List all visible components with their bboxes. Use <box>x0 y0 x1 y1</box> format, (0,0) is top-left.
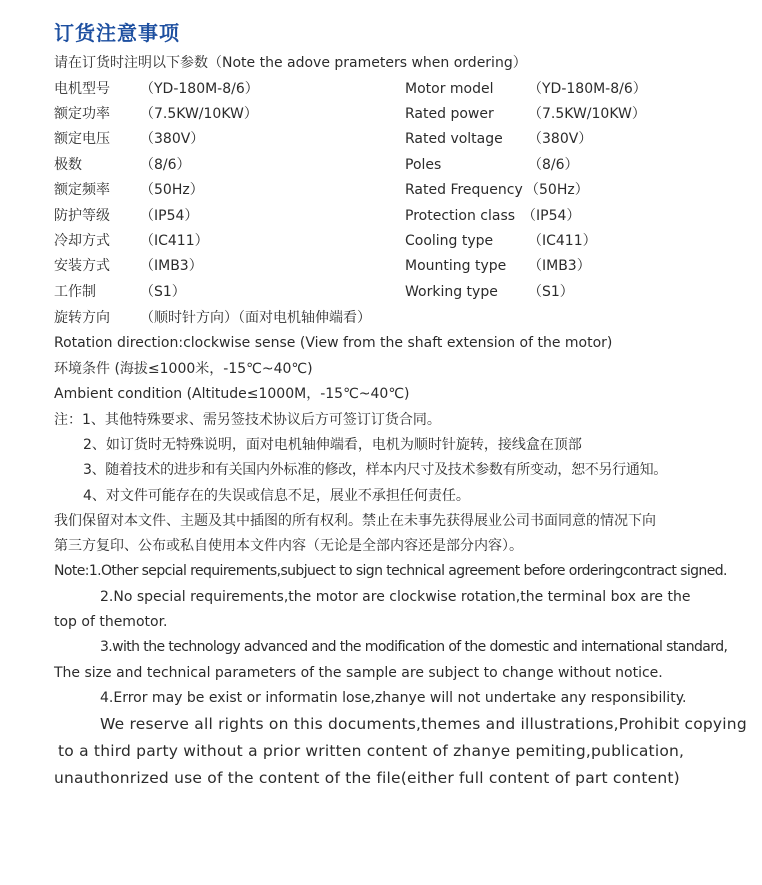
spec-en-value: （IMB3） <box>528 258 591 274</box>
environment-en-text: Ambient condition (Altitude≤1000M，-15℃~40℃) <box>54 386 410 402</box>
spec-cn-label: 冷却方式 <box>54 233 110 249</box>
spec-row <box>0 80 762 98</box>
page-title: 订货注意事项 <box>54 21 180 45</box>
spec-row-rotation <box>0 309 762 327</box>
spec-en-label: Rated Frequency <box>405 182 523 198</box>
spec-row <box>0 181 762 199</box>
spec-cn-value: （7.5KW/10KW） <box>140 106 258 122</box>
note-en-item: top of themotor. <box>54 614 168 630</box>
note-en-item: Note:1.Other sepcial requirements,subjuect to sign technical agreement before orderingcontract signed. <box>54 563 727 579</box>
spec-cn-label: 电机型号 <box>54 81 110 97</box>
spec-en-label: Motor model <box>405 81 494 97</box>
note-cn-item: 3、随着技术的进步和有关国内外标准的修改，样本内尺寸及技术参数有所变动，恕不另行通知。 <box>83 462 668 478</box>
spec-cn-label: 工作制 <box>54 284 96 300</box>
spec-cn-label: 安装方式 <box>54 258 110 274</box>
rights-cn-line: 我们保留对本文件、主题及其中插图的所有权利。禁止在未事先获得展业公司书面同意的情况下向 <box>54 513 656 529</box>
note-cn-item: 4、对文件可能存在的失误或信息不足，展业不承担任何责任。 <box>83 488 470 504</box>
spec-cn-value: （50Hz） <box>140 182 204 198</box>
rotation-cn-value: （顺时针方向）（面对电机轴伸端看） <box>140 310 371 326</box>
spec-row <box>0 105 762 123</box>
spec-en-value: （IC411） <box>528 233 597 249</box>
spec-cn-value: （S1） <box>140 284 186 300</box>
spec-en-label: Protection class <box>405 208 516 224</box>
spec-cn-label: 极数 <box>54 157 82 173</box>
spec-en-label: Poles <box>405 157 442 173</box>
intro-text: 请在订货时注明以下参数（Note the adove prameters when ordering） <box>54 55 527 71</box>
spec-en-value: （IP54） <box>522 208 581 224</box>
spec-cn-value: （8/6） <box>140 157 191 173</box>
rotation-cn-label: 旋转方向 <box>54 310 110 326</box>
spec-row <box>0 232 762 250</box>
rights-en-line: to a third party without a prior written content of zhanye pemiting,publication, <box>58 742 685 760</box>
spec-cn-value: （IMB3） <box>140 258 203 274</box>
spec-en-label: Rated voltage <box>405 131 503 147</box>
note-cn-item: 2、如订货时无特殊说明，面对电机轴伸端看，电机为顺时针旋转，接线盒在顶部 <box>83 437 582 453</box>
spec-row <box>0 257 762 275</box>
spec-cn-value: （380V） <box>140 131 205 147</box>
spec-en-label: Mounting type <box>405 258 507 274</box>
note-en-item: 3.with the technology advanced and the modification of the domestic and international standard, <box>100 639 728 655</box>
spec-cn-label: 防护等级 <box>54 208 110 224</box>
note-en-item: The size and technical parameters of the sample are subject to change without notice. <box>54 665 663 681</box>
spec-cn-value: （YD-180M-8/6） <box>140 81 259 97</box>
note-en-item: 4.Error may be exist or informatin lose,zhanye will not undertake any responsibility. <box>100 690 687 706</box>
spec-row <box>0 207 762 225</box>
spec-en-value: （50Hz） <box>525 182 589 198</box>
spec-cn-label: 额定功率 <box>54 106 110 122</box>
environment-cn-text: 环境条件 (海拔≤1000米，-15℃~40℃) <box>54 361 313 377</box>
spec-row <box>0 283 762 301</box>
spec-row <box>0 156 762 174</box>
note-en-item: 2.No special requirements,the motor are clockwise rotation,the terminal box are the <box>100 589 691 605</box>
spec-en-value: （380V） <box>528 131 593 147</box>
spec-cn-label: 额定电压 <box>54 131 110 147</box>
spec-en-value: （YD-180M-8/6） <box>528 81 647 97</box>
spec-en-label: Working type <box>405 284 498 300</box>
spec-cn-value: （IC411） <box>140 233 209 249</box>
note-cn-item: 注：1、其他特殊要求、需另签技术协议后方可签订订货合同。 <box>54 412 441 428</box>
rights-en-line: We reserve all rights on this documents,themes and illustrations,Prohibit copying <box>100 715 747 733</box>
spec-en-label: Rated power <box>405 106 494 122</box>
rights-en-line: unauthonrized use of the content of the file(either full content of part content) <box>54 769 680 787</box>
spec-row <box>0 130 762 148</box>
rotation-en-text: Rotation direction:clockwise sense (View from the shaft extension of the motor) <box>54 335 613 351</box>
spec-cn-value: （IP54） <box>140 208 199 224</box>
spec-en-value: （7.5KW/10KW） <box>528 106 646 122</box>
spec-cn-label: 额定频率 <box>54 182 110 198</box>
spec-en-value: （S1） <box>528 284 574 300</box>
spec-en-value: （8/6） <box>528 157 579 173</box>
spec-en-label: Cooling type <box>405 233 494 249</box>
rights-cn-line: 第三方复印、公布或私自使用本文件内容（无论是全部内容还是部分内容）。 <box>54 538 523 554</box>
